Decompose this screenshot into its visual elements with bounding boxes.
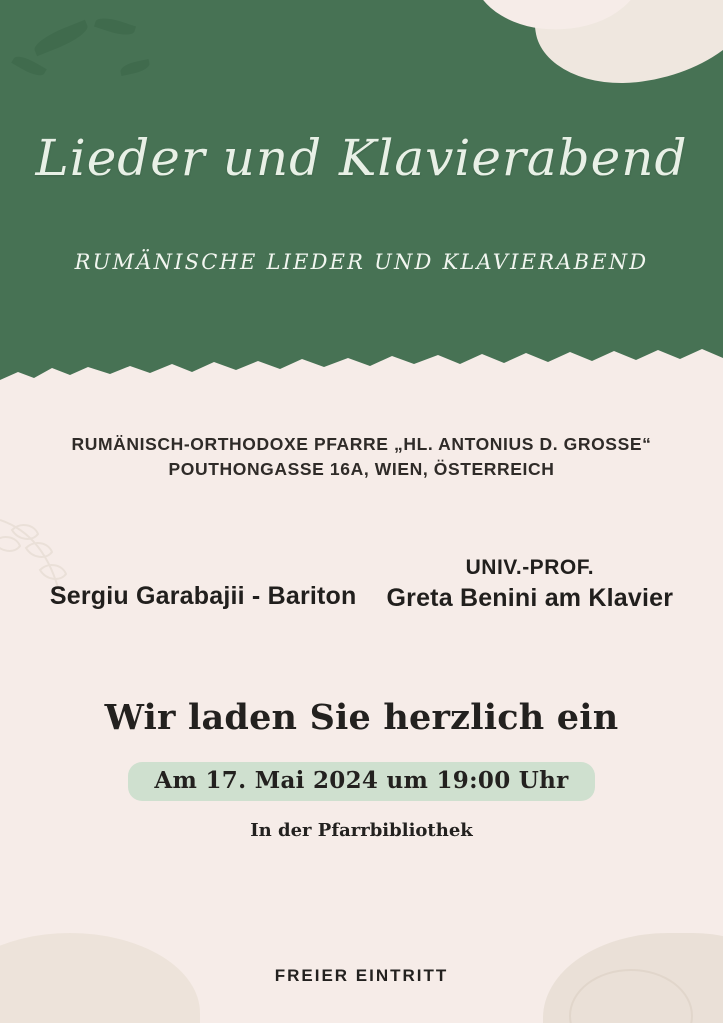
invitation-text: Wir laden Sie herzlich ein — [104, 697, 619, 738]
venue-line-2: POUTHONGASSE 16A, WIEN, ÖSTERREICH — [168, 459, 555, 480]
leaf-icon — [119, 59, 151, 76]
performer-name: Greta Benini am Klavier — [386, 584, 674, 612]
venue-block — [0, 432, 723, 483]
performer-pianist — [387, 556, 674, 613]
poster-header-panel — [0, 0, 723, 392]
performers-block — [0, 556, 723, 613]
page-title: Lieder und Klavierabend — [35, 129, 688, 187]
performer-name: Sergiu Garabajii - Bariton — [49, 582, 357, 610]
date-row — [0, 762, 723, 801]
performer-baritone — [50, 582, 357, 613]
leaf-icon — [11, 52, 46, 79]
torn-paper-edge — [0, 334, 723, 392]
leaf-icon — [94, 14, 136, 39]
venue-line-1: RUMÄNISCH-ORTHODOXE PFARRE „HL. ANTONIUS D. GROSSE“ — [71, 434, 652, 454]
poster-subtitle: RUMÄNISCHE LIEDER UND KLAVIERABEND — [74, 250, 649, 274]
event-date-badge: Am 17. Mai 2024 um 19:00 Uhr — [128, 762, 594, 801]
leaf-icon — [31, 20, 91, 57]
performer-title: UNIV.-PROF. — [465, 556, 595, 579]
event-location-detail: In der Pfarrbibliothek — [250, 820, 473, 841]
admission-note: FREIER EINTRITT — [274, 966, 449, 985]
bottom-left-shape-decoration — [0, 933, 200, 1023]
